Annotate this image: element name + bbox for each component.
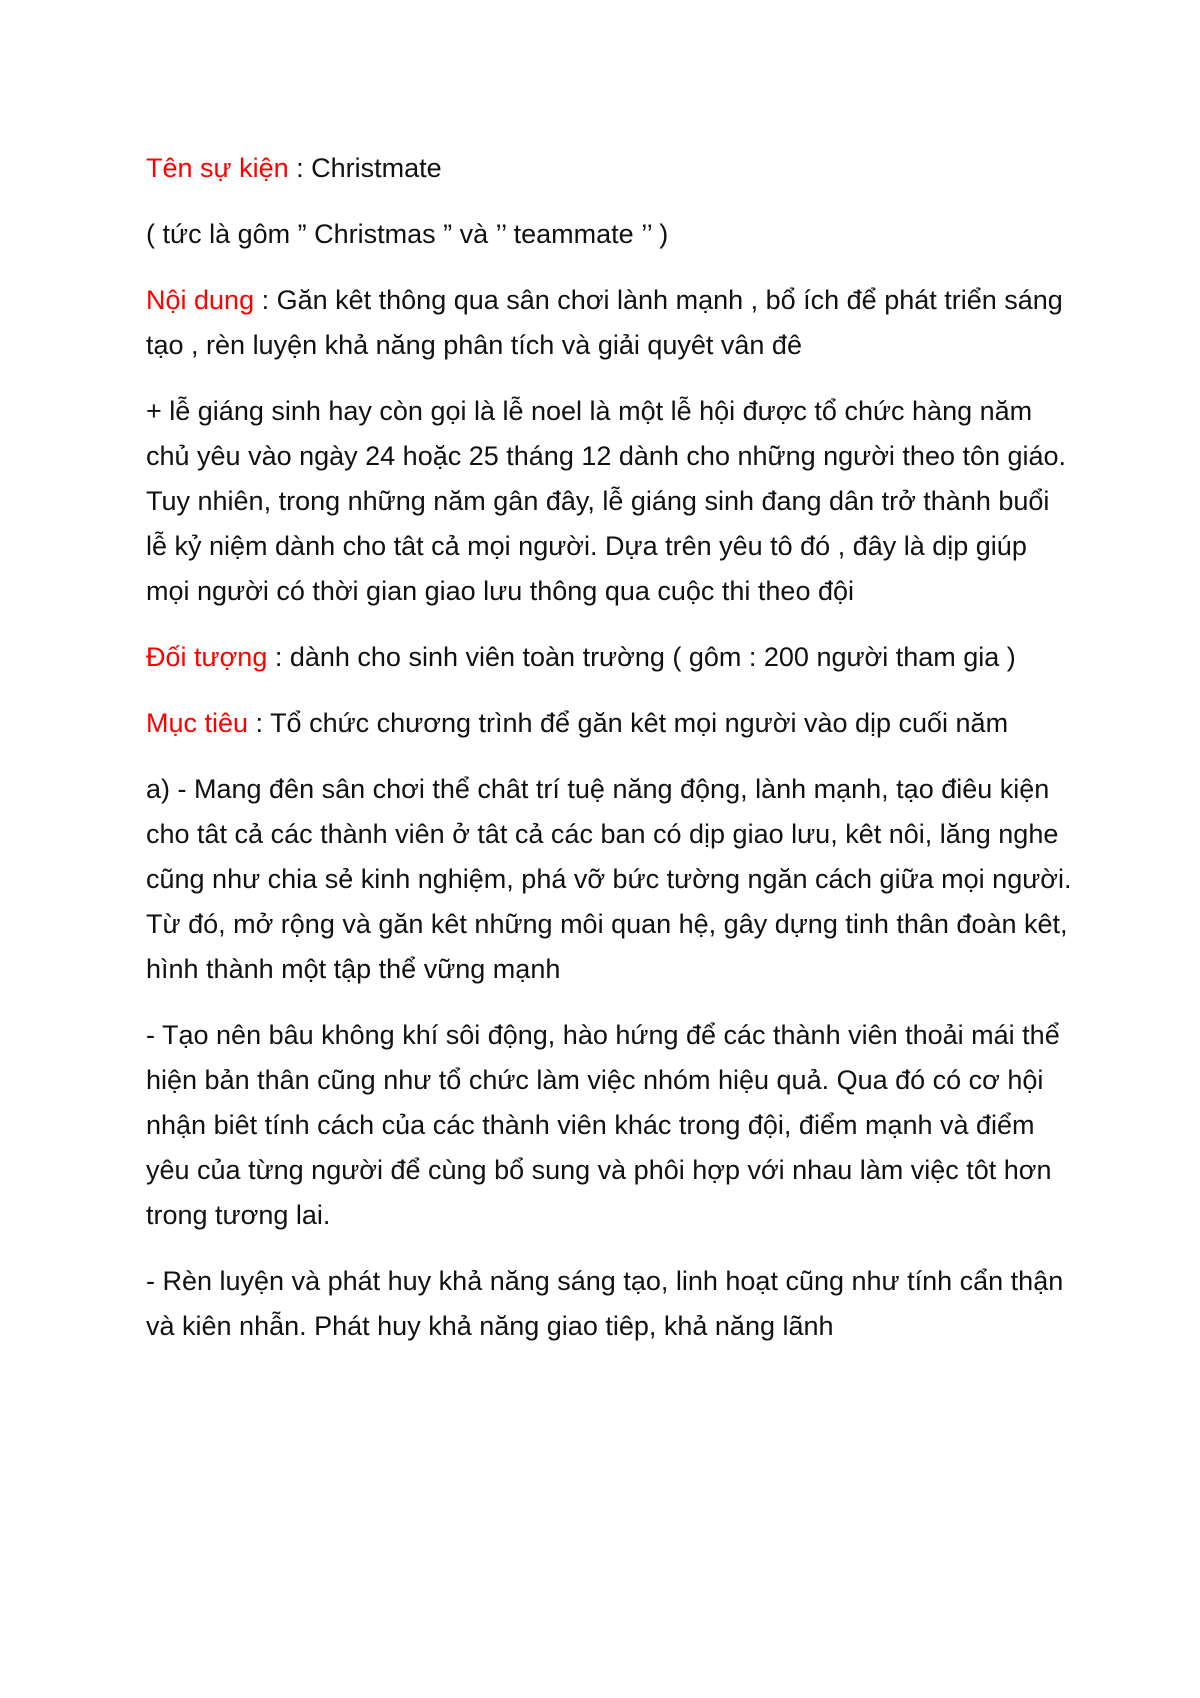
goal-c-paragraph: - Rèn luyện và phát huy khả năng sáng tạo, linh hoạt cũng như tính cẩn thận và kiên nhẫn. Phát huy khả năng giao tiêp, khả năng lãnh — [146, 1266, 1064, 1341]
goal-label: Mục tiêu — [146, 708, 249, 738]
goal-a-paragraph: a) - Mang đên sân chơi thể chât trí tuệ năng động, lành mạnh, tạo điêu kiện cho tât cả các thành viên ở tât cả các ban có dịp giao lưu, kêt nôi, lăng nghe cũng như chia sẻ kinh nghiệm, phá vỡ bức tường ngăn cách giữa mọi người. Từ đó, mở rộng và găn kêt những môi quan hệ, gây dựng tinh thân đoàn kêt, hình thành một tập thể vững mạnh — [146, 774, 1072, 984]
content-text: : Găn kêt thông qua sân chơi lành mạnh , bổ ích để phát triển sáng tạo , rèn luyện khả năng phân tích và giải quyêt vân đê — [146, 285, 1063, 360]
content-section — [146, 278, 1076, 368]
christmas-paragraph: + lễ giáng sinh hay còn gọi là lễ noel là một lễ hội được tổ chức hàng năm chủ yêu vào ngày 24 hoặc 25 tháng 12 dành cho những người theo tôn giáo. Tuy nhiên, trong những năm gân đây, lễ giáng sinh đang dân trở thành buổi lễ kỷ niệm dành cho tât cả mọi người. Dựa trên yêu tô đó , đây là dịp giúp mọi người có thời gian giao lưu thông qua cuộc thi theo đội — [146, 396, 1067, 606]
event-name-subtitle: ( tức là gôm ” Christmas ” và ’’ teammate ’’ ) — [146, 219, 669, 249]
goal-section — [146, 701, 1076, 746]
goal-text: : Tổ chức chương trình để găn kêt mọi người vào dịp cuối năm — [248, 708, 1009, 738]
event-name-line — [146, 146, 1076, 191]
document-content — [146, 146, 1076, 1370]
content-label: Nội dung — [146, 285, 255, 315]
audience-text: : dành cho sinh viên toàn trường ( gôm : 200 người tham gia ) — [267, 642, 1016, 672]
event-name-value: : Christmate — [288, 153, 442, 183]
audience-section — [146, 635, 1076, 680]
event-name-label: Tên sự kiện — [146, 153, 289, 183]
goal-b-paragraph: - Tạo nên bâu không khí sôi động, hào hứng để các thành viên thoải mái thể hiện bản thân cũng như tổ chức làm việc nhóm hiệu quả. Qua đó có cơ hội nhận biêt tính cách của các thành viên khác trong đội, điểm mạnh và điểm yêu của từng người để cùng bổ sung và phôi hợp với nhau làm việc tôt hơn trong tương lai. — [146, 1020, 1060, 1230]
audience-label: Đối tượng — [146, 642, 268, 672]
